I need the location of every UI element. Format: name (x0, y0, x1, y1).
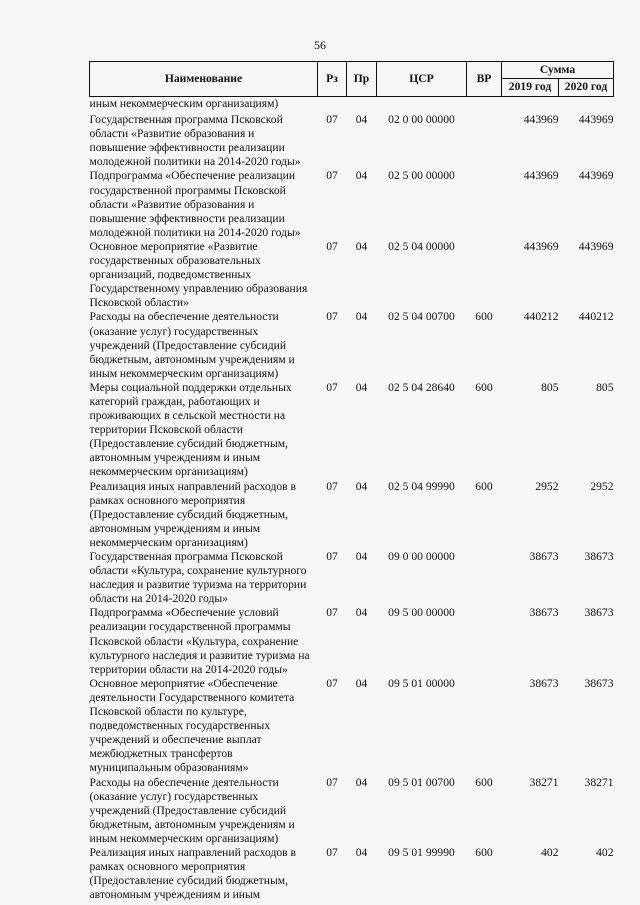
cell-rz-text: 07 (326, 676, 338, 690)
cell-rz-text: 07 (326, 113, 338, 127)
cell-vr (467, 240, 502, 310)
cell-csr (377, 113, 467, 169)
cell-csr-text: 02 0 00 00000 (388, 113, 455, 127)
cell-sum-2019-text: 38673 (529, 606, 559, 620)
header-vr: ВР (467, 62, 502, 97)
cell-sum-2020 (559, 169, 614, 239)
cell-sum-2020-text: 2952 (590, 479, 614, 493)
cell-sum-2019-text: 402 (541, 845, 559, 859)
cell-csr (377, 97, 467, 114)
cell-csr-text: 09 5 00 00000 (388, 606, 455, 620)
table-row (90, 776, 614, 846)
cell-sum-2020 (559, 381, 614, 480)
cell-rz-text: 07 (326, 169, 338, 183)
cell-rz (318, 776, 347, 846)
cell-sum-2019 (502, 113, 559, 169)
cell-rz (318, 169, 347, 239)
cell-vr-text: 600 (475, 479, 493, 493)
cell-pr (347, 310, 377, 380)
cell-sum-2019 (502, 846, 559, 902)
cell-csr-text: 09 5 01 00000 (388, 676, 455, 690)
cell-sum-2020-text: 440212 (578, 310, 614, 324)
cell-csr-text: 02 5 04 00700 (388, 310, 455, 324)
cell-name (90, 550, 318, 606)
cell-vr (467, 310, 502, 380)
table-row (90, 240, 614, 310)
cell-sum-2020-text: 38673 (584, 550, 614, 563)
cell-vr (467, 606, 502, 676)
cell-sum-2019-text: 443969 (523, 113, 559, 127)
cell-csr (377, 677, 467, 776)
cell-rz (318, 381, 347, 480)
table-row (90, 169, 614, 239)
cell-pr-text: 04 (355, 775, 368, 789)
cell-rz (318, 240, 347, 310)
header-csr: ЦСР (377, 62, 467, 97)
cell-pr (347, 480, 377, 550)
cell-sum-2019 (502, 240, 559, 310)
cell-sum-2019-text: 443969 (523, 239, 559, 253)
cell-sum-2019 (502, 677, 559, 776)
cell-sum-2020 (559, 310, 614, 380)
cell-csr (377, 550, 467, 606)
cell-pr (347, 677, 377, 776)
cell-name-text: Государственная программа Псковской области «Развитие образования и повышение эффективности реализации молодежной политики на 2014-2020 годы» (89, 113, 301, 169)
cell-rz (318, 677, 347, 776)
cell-sum-2019 (502, 169, 559, 239)
cell-rz (318, 550, 347, 606)
cell-rz (318, 310, 347, 380)
cell-pr (347, 113, 377, 169)
table-row (90, 113, 614, 169)
cell-sum-2019 (502, 606, 559, 676)
table-row (90, 97, 614, 114)
cell-sum-2019-text: 805 (541, 380, 559, 394)
cell-pr-text: 04 (355, 550, 368, 563)
cell-vr (467, 97, 502, 114)
cell-rz-text: 07 (326, 775, 338, 789)
cell-name (90, 381, 318, 480)
table-row (90, 606, 614, 676)
cell-pr-text: 04 (355, 310, 368, 324)
cell-sum-2020-text: 443969 (578, 239, 614, 253)
cell-csr (377, 169, 467, 239)
cell-rz-text: 07 (326, 479, 338, 493)
cell-pr-text: 04 (355, 239, 368, 253)
cell-name (90, 776, 318, 846)
cell-sum-2019-text: 38673 (529, 676, 559, 690)
cell-sum-2020 (559, 97, 614, 114)
cell-name-text: Государственная программа Псковской области «Культура, сохранение культурного наследия и развитие туризма на территории области на 2014-2020 годы» (89, 550, 307, 606)
table-row (90, 846, 614, 902)
cell-sum-2019 (502, 97, 559, 114)
cell-csr-text: 02 5 00 00000 (388, 169, 455, 183)
cell-pr-text: 04 (355, 606, 368, 620)
page-number: 56 (314, 38, 326, 52)
cell-name (90, 677, 318, 776)
table-row (90, 550, 614, 606)
cell-name (90, 606, 318, 676)
cell-csr (377, 480, 467, 550)
cell-sum-2019-text: 440212 (523, 310, 559, 324)
cell-pr-text: 04 (355, 169, 368, 183)
cell-name-text: Реализация иных направлений расходов в рамках основного мероприятия (Предоставление субсидий бюджетным, автономным учреждениям и иным (89, 845, 296, 902)
cell-name-text: иным некоммерческим организациям) (89, 97, 279, 110)
table-body (90, 97, 614, 903)
cell-sum-2020 (559, 550, 614, 606)
cell-pr-text: 04 (355, 676, 368, 690)
cell-csr (377, 240, 467, 310)
cell-sum-2019 (502, 310, 559, 380)
cell-name (90, 169, 318, 239)
header-sum: Сумма (502, 62, 614, 79)
cell-name-text: Основное мероприятие «Развитие государственных образовательных организаций, подведомственных Государственному управлению образования Псковской области» (89, 239, 308, 310)
cell-rz-text: 07 (326, 550, 338, 563)
header-rz: Рз (318, 62, 347, 97)
cell-rz (318, 846, 347, 902)
cell-name (90, 97, 318, 114)
budget-table (89, 61, 614, 902)
cell-sum-2020 (559, 846, 614, 902)
cell-sum-2020-text: 402 (596, 845, 614, 859)
cell-sum-2020 (559, 606, 614, 676)
cell-rz (318, 97, 347, 114)
cell-rz (318, 480, 347, 550)
cell-csr (377, 606, 467, 676)
cell-name-text: Подпрограмма «Обеспечение условий реализации государственной программы Псковской области «Культура, сохранение культурного наследия и развитие туризма на территории области на 2014-2020 годы» (89, 606, 310, 676)
cell-vr (467, 381, 502, 480)
cell-vr (467, 169, 502, 239)
cell-pr (347, 240, 377, 310)
cell-pr (347, 846, 377, 902)
cell-sum-2020 (559, 776, 614, 846)
cell-name (90, 310, 318, 380)
cell-sum-2020 (559, 677, 614, 776)
cell-rz-text: 07 (326, 310, 338, 324)
cell-rz-text: 07 (326, 845, 338, 859)
cell-rz-text: 07 (326, 380, 338, 394)
table-row (90, 310, 614, 380)
cell-csr (377, 310, 467, 380)
table-row (90, 480, 614, 550)
cell-vr-text: 600 (475, 845, 493, 859)
cell-pr-text: 04 (355, 845, 368, 859)
cell-sum-2019 (502, 776, 559, 846)
cell-sum-2020 (559, 480, 614, 550)
header-2020: 2020 год (559, 78, 614, 96)
table-row (90, 381, 614, 480)
cell-name-text: Расходы на обеспечение деятельности (оказание услуг) государственных учреждений (Предоставление субсидий бюджетным, автономным учреждениям и иным некоммерческим организациям) (89, 775, 295, 845)
cell-name-text: Меры социальной поддержки отдельных категорий граждан, работающих и проживающих в сельской местности на территории Псковской области (Предоставление субсидий бюджетным, автономным учреждениям и иным некоммерческим организациям) (89, 380, 292, 479)
cell-rz-text: 07 (326, 239, 338, 253)
cell-csr-text: 02 5 04 99990 (388, 479, 455, 493)
cell-name (90, 480, 318, 550)
header-pr: Пр (347, 62, 377, 97)
cell-sum-2020-text: 443969 (578, 113, 614, 127)
cell-sum-2020 (559, 240, 614, 310)
cell-pr (347, 550, 377, 606)
cell-vr (467, 113, 502, 169)
cell-csr-text: 02 5 04 00000 (388, 239, 455, 253)
cell-sum-2019 (502, 381, 559, 480)
cell-vr (467, 776, 502, 846)
cell-pr-text: 04 (355, 380, 368, 394)
cell-sum-2019-text: 2952 (535, 479, 559, 493)
cell-sum-2019-text: 38271 (529, 775, 559, 789)
cell-sum-2019 (502, 480, 559, 550)
cell-sum-2020-text: 38673 (584, 606, 614, 620)
cell-vr-text: 600 (475, 775, 493, 789)
cell-rz (318, 113, 347, 169)
cell-sum-2020-text: 38673 (584, 676, 614, 690)
cell-sum-2020-text: 38271 (584, 775, 614, 789)
cell-sum-2020 (559, 113, 614, 169)
cell-vr (467, 550, 502, 606)
header-2019: 2019 год (502, 78, 559, 96)
cell-sum-2019 (502, 550, 559, 606)
cell-csr-text: 09 5 01 00700 (388, 775, 455, 789)
cell-csr (377, 846, 467, 902)
cell-pr (347, 606, 377, 676)
table-row (90, 677, 614, 776)
cell-csr-text: 09 5 01 99990 (388, 845, 455, 859)
table-header (90, 62, 614, 97)
cell-csr-text: 09 0 00 00000 (388, 550, 455, 563)
header-name: Наименование (90, 62, 318, 97)
cell-csr (377, 381, 467, 480)
cell-rz-text: 07 (326, 606, 338, 620)
cell-sum-2020-text: 443969 (578, 169, 614, 183)
cell-pr-text: 04 (355, 113, 368, 127)
cell-sum-2019-text: 443969 (523, 169, 559, 183)
cell-vr-text: 600 (475, 380, 493, 394)
cell-csr (377, 776, 467, 846)
cell-pr (347, 97, 377, 114)
cell-pr (347, 381, 377, 480)
cell-vr (467, 677, 502, 776)
cell-name-text: Подпрограмма «Обеспечение реализации государственной программы Псковской области «Развитие образования и повышение эффективности реализации молодежной политики на 2014-2020 годы» (89, 169, 301, 239)
cell-vr-text: 600 (475, 310, 493, 324)
cell-name-text: Основное мероприятие «Обеспечение деятельности Государственного комитета Псковской области по культуре, подведомственных государственных учреждений и обеспечение выплат межбюджетных трансфертов муниципальным образованиям» (89, 676, 295, 775)
cell-name (90, 240, 318, 310)
cell-name-text: Реализация иных направлений расходов в рамках основного мероприятия (Предоставление субсидий бюджетным, автономным учреждениям и иным некоммерческим организациям) (89, 479, 296, 549)
cell-sum-2019-text: 38673 (529, 550, 559, 563)
cell-name (90, 846, 318, 902)
cell-csr-text: 02 5 04 28640 (388, 380, 455, 394)
cell-name (90, 113, 318, 169)
cell-pr (347, 169, 377, 239)
cell-sum-2020-text: 805 (596, 380, 614, 394)
cell-vr (467, 846, 502, 902)
cell-rz (318, 606, 347, 676)
cell-pr (347, 776, 377, 846)
cell-pr-text: 04 (355, 479, 368, 493)
cell-name-text: Расходы на обеспечение деятельности (оказание услуг) государственных учреждений (Предоставление субсидий бюджетным, автономным учреждениям и иным некоммерческим организациям) (89, 310, 295, 380)
cell-vr (467, 480, 502, 550)
